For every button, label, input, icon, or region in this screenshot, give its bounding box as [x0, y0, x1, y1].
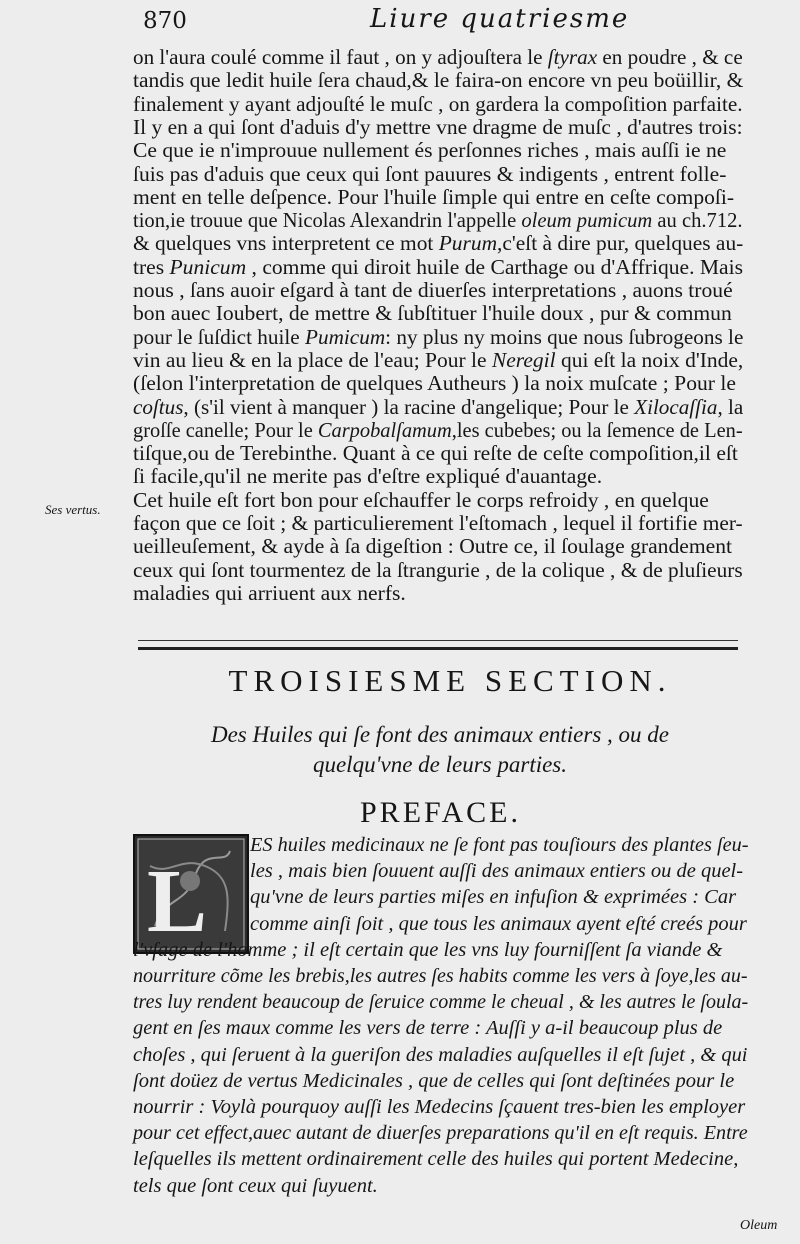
- text-run: , comme qui diroit huile de Carthage ou d'Affrique. Mais: [246, 254, 743, 279]
- preface-line: comme ainſi ſoit , que tous les animaux ayent eſté creés pour: [250, 912, 747, 935]
- text-run: finalement y ayant adjouſté le muſc , on gardera la compoſition parfaite.: [133, 91, 743, 116]
- italic-term: Pumicum: [305, 324, 386, 349]
- text-line: [133, 442, 738, 464]
- text-line: [133, 232, 743, 254]
- text-run: , (s'il vient à manquer ) la racine d'angelique; Pour le: [183, 394, 635, 419]
- preface-title: PREFACE.: [360, 796, 521, 829]
- text-run: tiſque,ou de Terebinthe. Quant à ce qui reſte de ceſte compoſition,il eſt: [133, 441, 738, 466]
- text-line: [133, 372, 736, 394]
- text-line: [133, 489, 709, 511]
- text-line: [133, 279, 733, 301]
- preface-line: ES huiles medicinaux ne ſe font pas touſiours des plantes ſeu-: [250, 834, 749, 856]
- text-run: tres: [133, 254, 170, 279]
- text-run: & quelques vns interpretent ce mot: [133, 231, 439, 256]
- section-title: TROISIESME SECTION.: [228, 663, 672, 698]
- text-run: ,c'eſt à dire pur, quelques au-: [497, 231, 744, 256]
- divider-rule: [138, 640, 738, 641]
- text-run: pour le ſuſdict huile: [133, 324, 306, 349]
- italic-term: Carpobalſamum: [317, 417, 452, 442]
- text-run: qui eſt la noix d'Inde,: [555, 347, 744, 372]
- text-line: [133, 69, 743, 91]
- preface-line: qu'vne de leurs parties miſes en infuſion & exprimées : Car: [250, 886, 737, 909]
- text-line: [133, 139, 726, 161]
- text-line: [133, 559, 743, 581]
- preface-line: tels que ſont ceux qui ſuyuent.: [133, 1174, 378, 1197]
- text-run: maladies qui arriuent aux nerfs.: [133, 580, 406, 605]
- text-run: vin au lieu & en la place de l'eau; Pour le: [133, 347, 492, 372]
- italic-term: Punicum: [169, 254, 247, 279]
- decorated-initial: [133, 834, 249, 954]
- catchword: Oleum: [740, 1218, 778, 1233]
- text-run: façon que ce ſoit ; & particulierement l'eſtomach , lequel il fortifie mer-: [133, 511, 743, 535]
- text-line: [133, 582, 406, 604]
- text-line: [133, 512, 743, 534]
- text-line: [133, 396, 743, 418]
- preface-line: pour cet effect,auec autant de diuerſes preparations qu'il en eſt requis. Entre: [133, 1122, 748, 1145]
- italic-term: Xilocaſſia: [634, 394, 718, 419]
- text-run: ceux qui ſont tourmentez de la ſtrangurie , de la colique , & de pluſieurs: [133, 557, 743, 582]
- text-line: [133, 93, 743, 115]
- preface-line: gent en ſes maux comme les vers de terre : Auſſi y a-il beaucoup plus de: [133, 1017, 723, 1040]
- text-line: [133, 116, 743, 138]
- text-line: [133, 209, 743, 231]
- text-line: [133, 302, 732, 324]
- preface-line: tres luy rendent beaucoup de ſeruice comme le cheual , & les autres le ſoula-: [133, 991, 749, 1014]
- text-run: nous , ſans auoir eſgard à tant de diuerſes interpretations , auons troué: [133, 278, 733, 302]
- text-run: Cet huile eſt fort bon pour eſchauffer le corps refroidy , en quelque: [133, 487, 709, 512]
- preface-line: nourrir : Voylà pourquoy auſſi les Medecins ſçauent tres-bien les employer: [133, 1096, 746, 1118]
- preface-line: leſquelles ils mettent ordinairement celle des huiles qui portent Medecine,: [133, 1148, 739, 1171]
- text-run: ueilleuſement, & ayde à ſa digeſtion : Outre ce, il ſoulage grandement: [133, 534, 733, 559]
- preface-line: ſont doüez de vertus Medicinales , que de celles qui ſont deſtinées pour le: [133, 1069, 735, 1092]
- text-run: ſuis pas d'aduis que ceux qui ſont pauures & indigents , entrent folle-: [133, 161, 727, 186]
- text-run: en poudre , & ce: [597, 45, 743, 69]
- text-run: Il y en a qui ſont d'aduis d'y mettre vne dragme de muſc , d'autres trois:: [133, 114, 743, 139]
- text-line: [133, 419, 743, 441]
- text-line: [133, 163, 726, 185]
- margin-note: Ses vertus.: [45, 502, 101, 517]
- divider-rule-thick: [138, 647, 738, 650]
- text-line: [133, 349, 743, 371]
- text-run: Ce que ie n'improuue nullement és perſonnes riches , mais auſſi ie ne: [133, 138, 727, 163]
- preface-line: choſes , qui ſeruent à la gueriſon des maladies auſquelles il eſt ſujet , & qui: [133, 1043, 748, 1066]
- text-line: [133, 535, 732, 557]
- section-subtitle-line-1: Des Huiles qui ſe font des animaux entiers , ou de: [210, 722, 669, 747]
- text-line: [133, 46, 743, 68]
- section-subtitle-line-2: quelqu'vne de leurs parties.: [312, 752, 568, 777]
- text-run: tandis que ledit huile ſera chaud,& le faira-on encore vn peu boüillir, &: [133, 68, 744, 93]
- text-run: groſſe canelle; Pour le: [133, 417, 318, 442]
- text-run: ment en telle deſpence. Pour l'huile ſimple qui entre en ceſte compoſi-: [133, 184, 735, 209]
- text-run: ,les cubebes; ou la ſemence de Len-: [451, 417, 743, 442]
- text-line: [133, 186, 734, 208]
- preface-line: l'vſage de l'homme ; il eſt certain que les vns luy fourniſſent ſa viande &: [133, 938, 723, 961]
- text-run: au ch.712.: [652, 208, 743, 233]
- text-run: bon auec Ioubert, de mettre & ſubſtituer l'huile doux , pur & commun: [133, 301, 732, 326]
- italic-term: coſtus: [133, 394, 184, 419]
- italic-term: ſtyrax: [547, 45, 598, 69]
- page-number: 870: [143, 8, 187, 34]
- preface-line: nourriture cõme les brebis,les autres ſes habits comme les vers à ſoye,les au-: [133, 965, 748, 987]
- text-run: ſi facile,qu'il ne merite pas d'eſtre expliqué d'auantage.: [133, 464, 603, 489]
- preface-line: les , mais bien ſouuent auſſi des animaux entiers ou de quel-: [250, 860, 744, 883]
- italic-term: Neregil: [491, 347, 556, 372]
- italic-term: oleum pumicum: [521, 208, 653, 233]
- text-line: [133, 326, 743, 348]
- text-run: , la: [717, 394, 744, 419]
- text-run: on l'aura coulé comme il faut , on y adjouſtera le: [133, 45, 548, 69]
- text-run: : ny plus ny moins que nous ſubrogeons le: [385, 324, 744, 349]
- running-head: Liure quatriesme: [370, 4, 630, 34]
- text-line: [133, 256, 743, 278]
- dropcap-letter: L: [147, 852, 208, 951]
- text-line: [133, 465, 602, 487]
- text-run: tion,ie trouue que Nicolas Alexandrin l'appelle: [133, 208, 522, 233]
- italic-term: Purum: [438, 231, 498, 256]
- text-run: (ſelon l'interpretation de quelques Autheurs ) la noix muſcate ; Pour le: [133, 371, 736, 396]
